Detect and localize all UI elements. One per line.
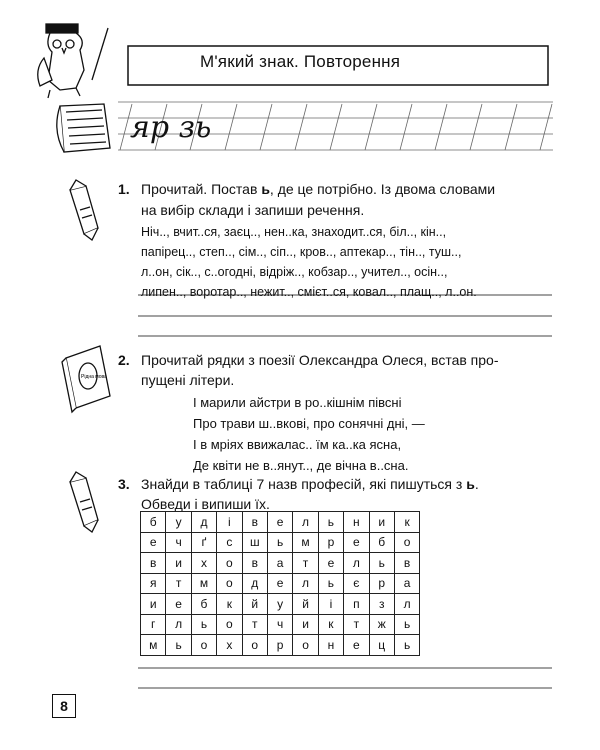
poem-line2: Про трави ш..вкові, про сонячні дні, —	[193, 416, 425, 431]
grid-cell[interactable]: ь	[394, 614, 419, 635]
grid-cell[interactable]: в	[242, 553, 267, 574]
pencil-icon	[70, 180, 98, 240]
grid-cell[interactable]: б	[141, 512, 166, 533]
grid-cell[interactable]: є	[344, 573, 369, 594]
grid-cell[interactable]: и	[166, 553, 191, 574]
grid-cell[interactable]: л	[394, 594, 419, 615]
grid-cell[interactable]: л	[293, 512, 318, 533]
grid-cell[interactable]: х	[217, 635, 242, 656]
grid-cell[interactable]: х	[191, 553, 216, 574]
grid-cell[interactable]: л	[344, 553, 369, 574]
grid-cell[interactable]: в	[394, 553, 419, 574]
grid-row	[141, 635, 420, 656]
task2-instruction-line2: пущені літери.	[141, 372, 235, 388]
grid-cell[interactable]: е	[318, 553, 343, 574]
grid-cell[interactable]: а	[267, 553, 292, 574]
grid-cell[interactable]: ь	[191, 614, 216, 635]
grid-cell[interactable]: о	[394, 532, 419, 553]
grid-cell[interactable]: б	[191, 594, 216, 615]
task1-words-line4: липен.., воротар.., нежит.., смієт..ся, ковал.., плащ.., л..он.	[141, 285, 477, 299]
word-search-grid	[140, 511, 420, 656]
grid-cell[interactable]: б	[369, 532, 394, 553]
grid-cell[interactable]: р	[369, 573, 394, 594]
grid-row	[141, 573, 420, 594]
grid-cell[interactable]: ь	[166, 635, 191, 656]
grid-cell[interactable]: р	[318, 532, 343, 553]
grid-cell[interactable]: л	[166, 614, 191, 635]
grid-cell[interactable]: и	[369, 512, 394, 533]
task1-instruction-line2: на вибір склади і запиши речення.	[141, 202, 365, 218]
grid-row	[141, 553, 420, 574]
poem-line4: Де квіти не в..янут.., де вічна в..сна.	[193, 458, 409, 473]
task2-number: 2.	[118, 352, 130, 368]
grid-cell[interactable]: е	[267, 512, 292, 533]
grid-cell[interactable]: ш	[242, 532, 267, 553]
grid-cell[interactable]: м	[293, 532, 318, 553]
grid-cell[interactable]: в	[242, 512, 267, 533]
grid-cell[interactable]: ь	[394, 635, 419, 656]
task1-words-line1: Ніч.., вчит..ся, заєц.., нен..ка, знаходит..ся, біл.., кін..,	[141, 225, 447, 239]
grid-cell[interactable]: ь	[267, 532, 292, 553]
grid-cell[interactable]: н	[344, 512, 369, 533]
grid-cell[interactable]: т	[293, 553, 318, 574]
pencil-icon-task3	[70, 472, 98, 532]
grid-cell[interactable]: к	[318, 614, 343, 635]
poem-line3: І в мріях ввижалас.. їм ка..ка ясна,	[193, 437, 402, 452]
poem-line1: І марили айстри в ро..кішнім півсні	[193, 395, 402, 410]
grid-cell[interactable]: і	[217, 512, 242, 533]
grid-cell[interactable]: й	[242, 594, 267, 615]
grid-cell[interactable]: ц	[369, 635, 394, 656]
grid-cell[interactable]: я	[141, 573, 166, 594]
grid-cell[interactable]: т	[344, 614, 369, 635]
task1-number: 1.	[118, 181, 130, 197]
grid-row	[141, 512, 420, 533]
grid-cell[interactable]: і	[318, 594, 343, 615]
grid-cell[interactable]: д	[242, 573, 267, 594]
grid-cell[interactable]: т	[166, 573, 191, 594]
grid-cell[interactable]: р	[267, 635, 292, 656]
grid-cell[interactable]: о	[191, 635, 216, 656]
answer-lines-task3	[138, 668, 552, 688]
grid-cell[interactable]: т	[242, 614, 267, 635]
cursive-sample: яр зь	[130, 110, 212, 145]
grid-cell[interactable]: е	[344, 635, 369, 656]
grid-row	[141, 532, 420, 553]
grid-cell[interactable]: с	[217, 532, 242, 553]
grid-cell[interactable]: е	[141, 532, 166, 553]
grid-cell[interactable]: ч	[267, 614, 292, 635]
grid-cell[interactable]: а	[394, 573, 419, 594]
task2-instruction-line1: Прочитай рядки з поезії Олександра Олеся, встав про-	[141, 352, 499, 368]
grid-cell[interactable]: л	[293, 573, 318, 594]
grid-cell[interactable]: ж	[369, 614, 394, 635]
grid-cell[interactable]: у	[166, 512, 191, 533]
grid-cell[interactable]: к	[217, 594, 242, 615]
page-title: М'який знак. Повторення	[200, 52, 401, 71]
notebook-icon	[57, 104, 110, 152]
grid-cell[interactable]: в	[141, 553, 166, 574]
grid-cell[interactable]: о	[217, 573, 242, 594]
grid-cell[interactable]: к	[394, 512, 419, 533]
book-label: Рідна мова	[81, 374, 107, 380]
grid-cell[interactable]: м	[191, 573, 216, 594]
grid-cell[interactable]: н	[318, 635, 343, 656]
task3-number: 3.	[118, 476, 130, 492]
grid-cell[interactable]: у	[267, 594, 292, 615]
grid-row	[141, 614, 420, 635]
grid-cell[interactable]: п	[344, 594, 369, 615]
grid-cell[interactable]: и	[141, 594, 166, 615]
grid-cell[interactable]: е	[166, 594, 191, 615]
grid-cell[interactable]: ч	[166, 532, 191, 553]
grid-cell[interactable]: ь	[369, 553, 394, 574]
grid-cell[interactable]: ь	[318, 573, 343, 594]
task1-words-line2: папірец.., степ.., сім.., сіп.., кров.., аптекар.., тін.., туш..,	[141, 245, 462, 259]
task3-instruction-line1: Знайди в таблиці 7 назв професій, які пишуться з ь.	[141, 476, 479, 492]
grid-cell[interactable]: е	[267, 573, 292, 594]
task1-words-line3: л..он, сік.., с..огодні, відріж.., кобзар.., учител.., осін..,	[141, 265, 448, 279]
grid-cell[interactable]: ґ	[191, 532, 216, 553]
grid-cell[interactable]: о	[293, 635, 318, 656]
grid-cell[interactable]: й	[293, 594, 318, 615]
grid-cell[interactable]: з	[369, 594, 394, 615]
grid-cell[interactable]: о	[217, 553, 242, 574]
task3-instruction-line2: Обведи і випиши їх.	[141, 496, 270, 512]
grid-cell[interactable]: о	[217, 614, 242, 635]
grid-cell[interactable]: д	[191, 512, 216, 533]
grid-cell[interactable]: о	[242, 635, 267, 656]
grid-cell[interactable]: и	[293, 614, 318, 635]
owl-scholar-icon	[38, 24, 108, 98]
grid-row	[141, 594, 420, 615]
task1-instruction-line1: Прочитай. Постав ь, де це потрібно. Із двома словами	[141, 181, 496, 197]
page-number: 8	[52, 694, 76, 718]
grid-cell[interactable]: е	[344, 532, 369, 553]
grid-cell[interactable]: ь	[318, 512, 343, 533]
grid-cell[interactable]: г	[141, 614, 166, 635]
grid-cell[interactable]: м	[141, 635, 166, 656]
